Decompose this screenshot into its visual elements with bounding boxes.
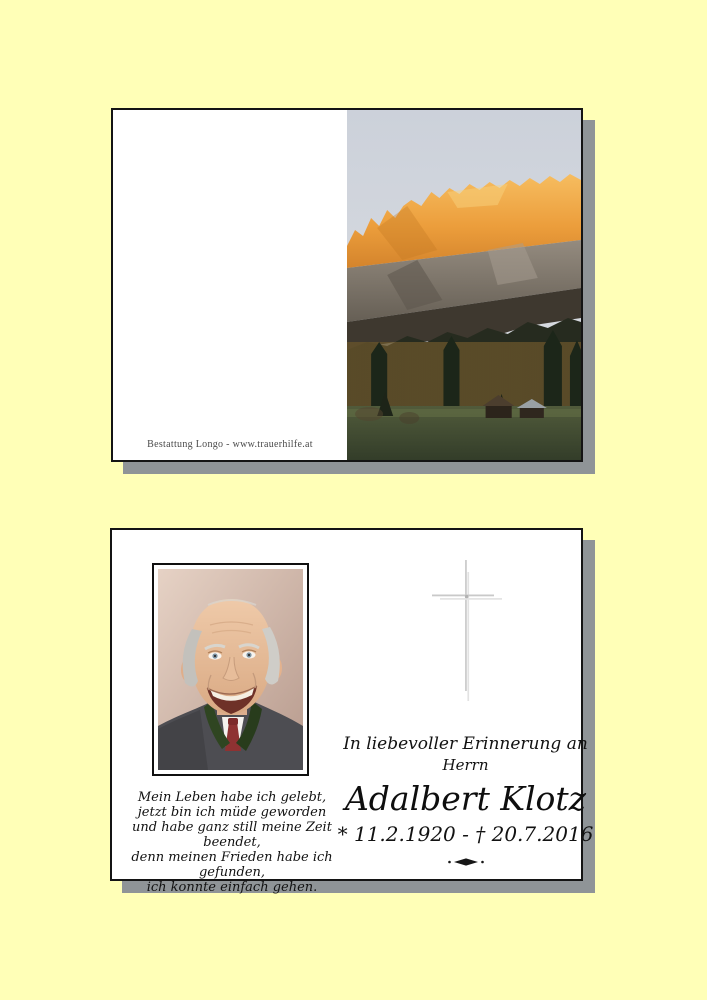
card-inner-left-panel [112, 530, 352, 895]
poem-line: jetzt bin ich müde geworden [137, 805, 327, 820]
poem-line: denn meinen Frieden habe ich gefunden, [131, 850, 333, 880]
life-dates: * 11.2.1920 - † 20.7.2016 [337, 822, 594, 846]
memorial-intro: In liebevoller Erinnerung an [343, 734, 588, 754]
memorial-card-inner [110, 528, 594, 895]
card-outer-front-panel [347, 110, 581, 460]
poem-line: Mein Leben habe ich gelebt, [137, 790, 327, 805]
poem-line: und habe ganz still meine Zeit beendet, [132, 820, 332, 850]
card-outer-back-panel [113, 110, 347, 460]
salutation: Herrn [442, 756, 489, 774]
portrait-frame [152, 563, 309, 776]
cross-icon [416, 558, 516, 703]
poem-line: ich konnte einfach gehen. [146, 880, 318, 895]
portrait-photo [158, 569, 303, 770]
ornament-divider [411, 855, 521, 869]
deceased-name: Adalbert Klotz [344, 779, 587, 818]
memorial-card-outer [111, 108, 583, 462]
funeral-home-credit: Bestattung Longo - www.trauerhilfe.at [147, 439, 313, 450]
memorial-poem [112, 790, 352, 895]
mountain-photo [347, 110, 581, 460]
card-inner-right-panel [337, 530, 594, 879]
